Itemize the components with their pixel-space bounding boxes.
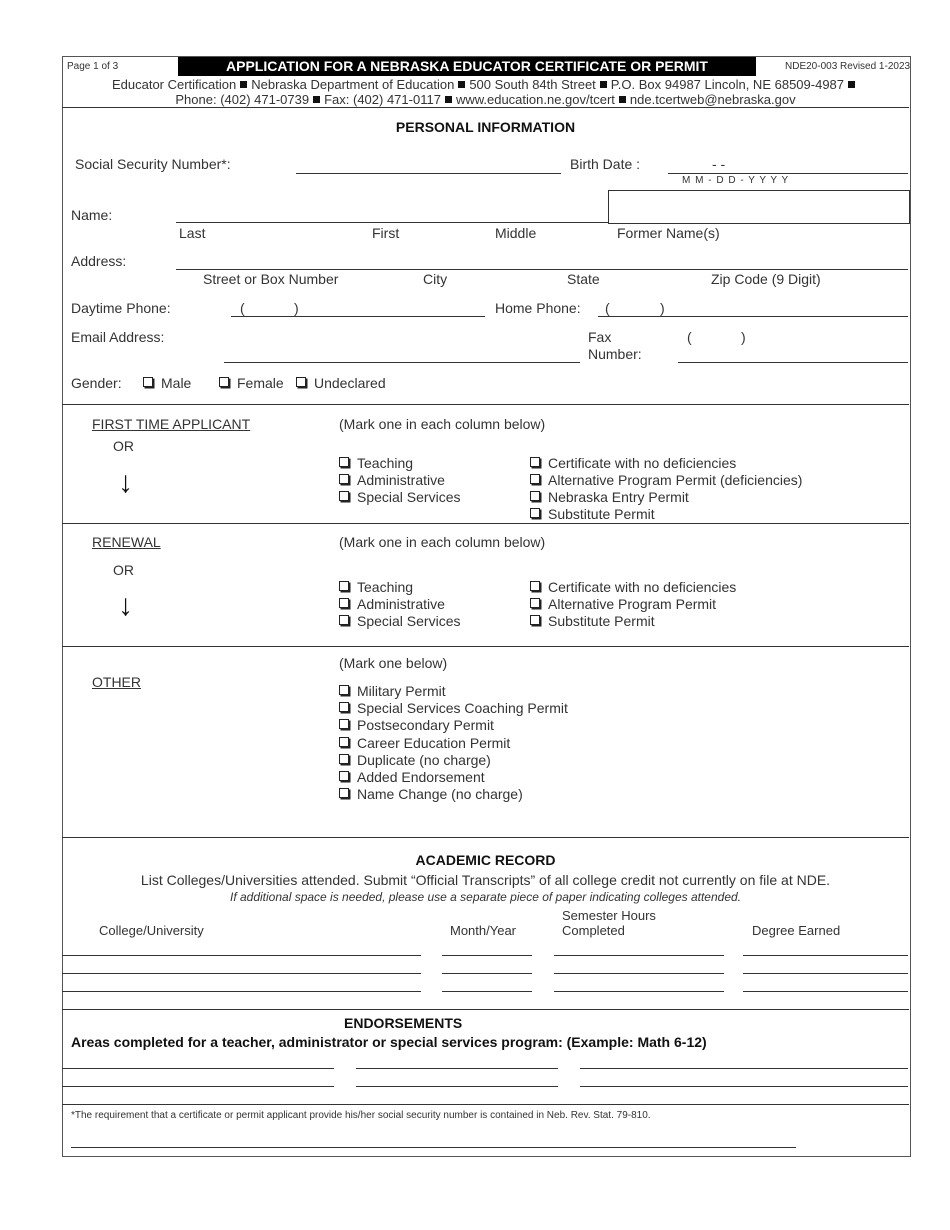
first-time-administrative-checkbox[interactable]: Administrative	[339, 472, 445, 488]
hours-row-field[interactable]	[554, 955, 724, 956]
hours-row-field[interactable]	[554, 991, 724, 992]
checkbox-icon	[339, 491, 349, 501]
academic-instruction: List Colleges/Universities attended. Submit “Official Transcripts” of all college credit not currently on file at NDE.	[140, 872, 831, 888]
address-label: Address:	[71, 253, 127, 269]
separator-square	[619, 96, 626, 103]
endorsement-field[interactable]	[580, 1068, 908, 1069]
ssn-footnote: *The requirement that a certificate or permit applicant provide his/her social security number is contained in Neb. Rev. Stat. 79-810.	[71, 1110, 651, 1121]
endorsement-field[interactable]	[62, 1086, 334, 1087]
address-part: Nebraska Department of Education	[251, 77, 455, 92]
birth-date-field[interactable]	[668, 173, 908, 174]
degree-row-field[interactable]	[743, 973, 908, 974]
other-postsecondary-checkbox[interactable]: Postsecondary Permit	[339, 717, 494, 733]
form-number: NDE20-003 Revised 1-2023	[785, 61, 911, 72]
fax-paren-close: )	[741, 329, 746, 345]
renewal-title: RENEWAL	[92, 534, 161, 550]
gender-female-checkbox[interactable]: Female	[219, 375, 284, 391]
first-time-special-services-checkbox[interactable]: Special Services	[339, 489, 461, 505]
hours-row-field[interactable]	[554, 973, 724, 974]
other-added-endorsement-checkbox[interactable]: Added Endorsement	[339, 769, 485, 785]
daytime-paren-close: )	[294, 300, 299, 316]
address-part-zip: Zip Code (9 Digit)	[711, 271, 821, 287]
other-name-change-checkbox[interactable]: Name Change (no charge)	[339, 786, 523, 802]
renewal-instruction: (Mark one in each column below)	[339, 534, 546, 550]
gender-label: Gender:	[71, 375, 122, 391]
first-time-alternative-checkbox[interactable]: Alternative Program Permit (deficiencies)	[530, 472, 802, 488]
checkbox-icon	[339, 788, 349, 798]
renewal-substitute-checkbox[interactable]: Substitute Permit	[530, 613, 655, 629]
renewal-alternative-checkbox[interactable]: Alternative Program Permit	[530, 596, 716, 612]
month-row-field[interactable]	[442, 991, 532, 992]
col-college: College/University	[99, 923, 204, 938]
endorsement-field[interactable]	[356, 1086, 558, 1087]
home-phone-label: Home Phone:	[495, 300, 581, 316]
checkbox-icon	[530, 598, 540, 608]
checkbox-icon	[530, 508, 540, 518]
address-part-street: Street or Box Number	[203, 271, 339, 287]
checkbox-icon	[339, 615, 349, 625]
home-paren-close: )	[660, 300, 665, 316]
renewal-teaching-checkbox[interactable]: Teaching	[339, 579, 413, 595]
first-time-teaching-checkbox[interactable]: Teaching	[339, 455, 413, 471]
first-time-certificate-checkbox[interactable]: Certificate with no deficiencies	[530, 455, 736, 471]
name-part-middle: Middle	[495, 225, 537, 241]
fax-paren-open: (	[687, 329, 692, 345]
fax-label-number: Number:	[588, 346, 642, 362]
email-label: Email Address:	[71, 329, 165, 345]
daytime-phone-field[interactable]	[231, 316, 485, 317]
email-link[interactable]: nde.tcertweb@nebraska.gov	[629, 92, 796, 107]
checkbox-icon	[296, 377, 306, 387]
gender-male-checkbox[interactable]: Male	[143, 375, 191, 391]
email-field[interactable]	[224, 362, 580, 363]
renewal-certificate-checkbox[interactable]: Certificate with no deficiencies	[530, 579, 736, 595]
academic-note: If additional space is needed, please use a separate piece of paper indicating colleges attended.	[229, 890, 742, 904]
birth-date-format: M M - D D - Y Y Y Y	[682, 175, 790, 186]
address-part: 500 South 84th Street	[469, 77, 596, 92]
other-career-education-checkbox[interactable]: Career Education Permit	[339, 735, 510, 751]
month-row-field[interactable]	[442, 973, 532, 974]
former-name-field[interactable]	[608, 190, 910, 224]
address-part: P.O. Box 94987 Lincoln, NE 68509-4987	[610, 77, 845, 92]
col-month-year: Month/Year	[450, 923, 517, 938]
first-time-substitute-checkbox[interactable]: Substitute Permit	[530, 506, 655, 522]
address-field[interactable]	[176, 269, 908, 270]
checkbox-icon	[339, 474, 349, 484]
other-duplicate-checkbox[interactable]: Duplicate (no charge)	[339, 752, 491, 768]
checkbox-icon	[339, 719, 349, 729]
divider	[62, 523, 909, 524]
birth-date-label: Birth Date :	[570, 156, 641, 172]
other-instruction: (Mark one below)	[339, 655, 448, 671]
renewal-administrative-checkbox[interactable]: Administrative	[339, 596, 445, 612]
address-part-state: State	[567, 271, 600, 287]
down-arrow-icon: ↓	[118, 589, 133, 622]
endorsement-field[interactable]	[356, 1068, 558, 1069]
endorsements-heading: ENDORSEMENTS	[344, 1015, 463, 1031]
ssn-field[interactable]	[296, 173, 561, 174]
separator-square	[600, 81, 607, 88]
personal-heading: PERSONAL INFORMATION	[395, 119, 576, 135]
phone-text: Phone: (402) 471-0739	[175, 92, 310, 107]
other-title: OTHER	[92, 674, 141, 690]
separator-square	[458, 81, 465, 88]
renewal-or: OR	[113, 562, 134, 578]
checkbox-icon	[530, 457, 540, 467]
divider	[62, 404, 909, 405]
first-time-instruction: (Mark one in each column below)	[339, 416, 546, 432]
first-time-or: OR	[113, 438, 134, 454]
fax-field[interactable]	[678, 362, 908, 363]
daytime-phone-label: Daytime Phone:	[71, 300, 171, 316]
address-line	[62, 77, 909, 92]
endorsement-field[interactable]	[580, 1086, 908, 1087]
checkbox-icon	[339, 702, 349, 712]
divider	[62, 1009, 909, 1010]
degree-row-field[interactable]	[743, 991, 908, 992]
page-number: Page 1 of 3	[67, 61, 119, 72]
checkbox-icon	[530, 615, 540, 625]
other-coaching-checkbox[interactable]: Special Services Coaching Permit	[339, 700, 568, 716]
month-row-field[interactable]	[442, 955, 532, 956]
daytime-paren-open: (	[240, 300, 245, 316]
other-military-checkbox[interactable]: Military Permit	[339, 683, 446, 699]
separator-square	[445, 96, 452, 103]
first-time-title: FIRST TIME APPLICANT	[92, 416, 251, 432]
name-part-former: Former Name(s)	[617, 225, 720, 241]
degree-row-field[interactable]	[743, 955, 908, 956]
address-part: Educator Certification	[111, 77, 237, 92]
checkbox-icon	[339, 771, 349, 781]
checkbox-icon	[339, 457, 349, 467]
checkbox-icon	[530, 491, 540, 501]
checkbox-icon	[530, 581, 540, 591]
endorsement-field[interactable]	[62, 1068, 334, 1069]
divider	[62, 1104, 909, 1105]
down-arrow-icon: ↓	[118, 466, 133, 499]
home-phone-field[interactable]	[598, 316, 908, 317]
first-time-entry-permit-checkbox[interactable]: Nebraska Entry Permit	[530, 489, 689, 505]
renewal-special-services-checkbox[interactable]: Special Services	[339, 613, 461, 629]
col-completed: Completed	[562, 923, 625, 938]
col-degree: Degree Earned	[752, 923, 841, 938]
col-semester-hours: Semester Hours	[562, 908, 656, 923]
college-row-field[interactable]	[62, 955, 421, 956]
checkbox-icon	[339, 581, 349, 591]
checkbox-icon	[339, 598, 349, 608]
contact-line	[62, 92, 909, 107]
separator-square	[240, 81, 247, 88]
website-link[interactable]: www.education.ne.gov/tcert	[455, 92, 615, 107]
checkbox-icon	[143, 377, 153, 387]
separator-square	[848, 81, 855, 88]
gender-undeclared-checkbox[interactable]: Undeclared	[296, 375, 386, 391]
fax-label: Fax	[588, 329, 612, 345]
checkbox-icon	[219, 377, 229, 387]
divider	[62, 646, 909, 647]
name-part-last: Last	[179, 225, 206, 241]
name-label: Name:	[71, 207, 113, 223]
ssn-label: Social Security Number*:	[75, 156, 231, 172]
divider	[62, 837, 909, 838]
name-part-first: First	[372, 225, 400, 241]
separator-square	[313, 96, 320, 103]
endorsements-instruction: Areas completed for a teacher, administrator or special services program: (Example: Math 6-12)	[71, 1034, 707, 1050]
checkbox-icon	[339, 754, 349, 764]
name-field[interactable]	[176, 222, 608, 223]
home-paren-open: (	[605, 300, 610, 316]
checkbox-icon	[530, 474, 540, 484]
checkbox-icon	[339, 685, 349, 695]
college-row-field[interactable]	[62, 991, 421, 992]
divider	[62, 107, 909, 108]
academic-heading: ACADEMIC RECORD	[415, 852, 556, 868]
address-part-city: City	[423, 271, 448, 287]
checkbox-icon	[339, 737, 349, 747]
birth-date-dashes: - -	[712, 156, 726, 172]
college-row-field[interactable]	[62, 973, 421, 974]
signature-line[interactable]	[71, 1147, 796, 1148]
fax-text: Fax: (402) 471-0117	[324, 92, 441, 107]
form-title: APPLICATION FOR A NEBRASKA EDUCATOR CERTIFICATE OR PERMIT	[226, 58, 708, 74]
